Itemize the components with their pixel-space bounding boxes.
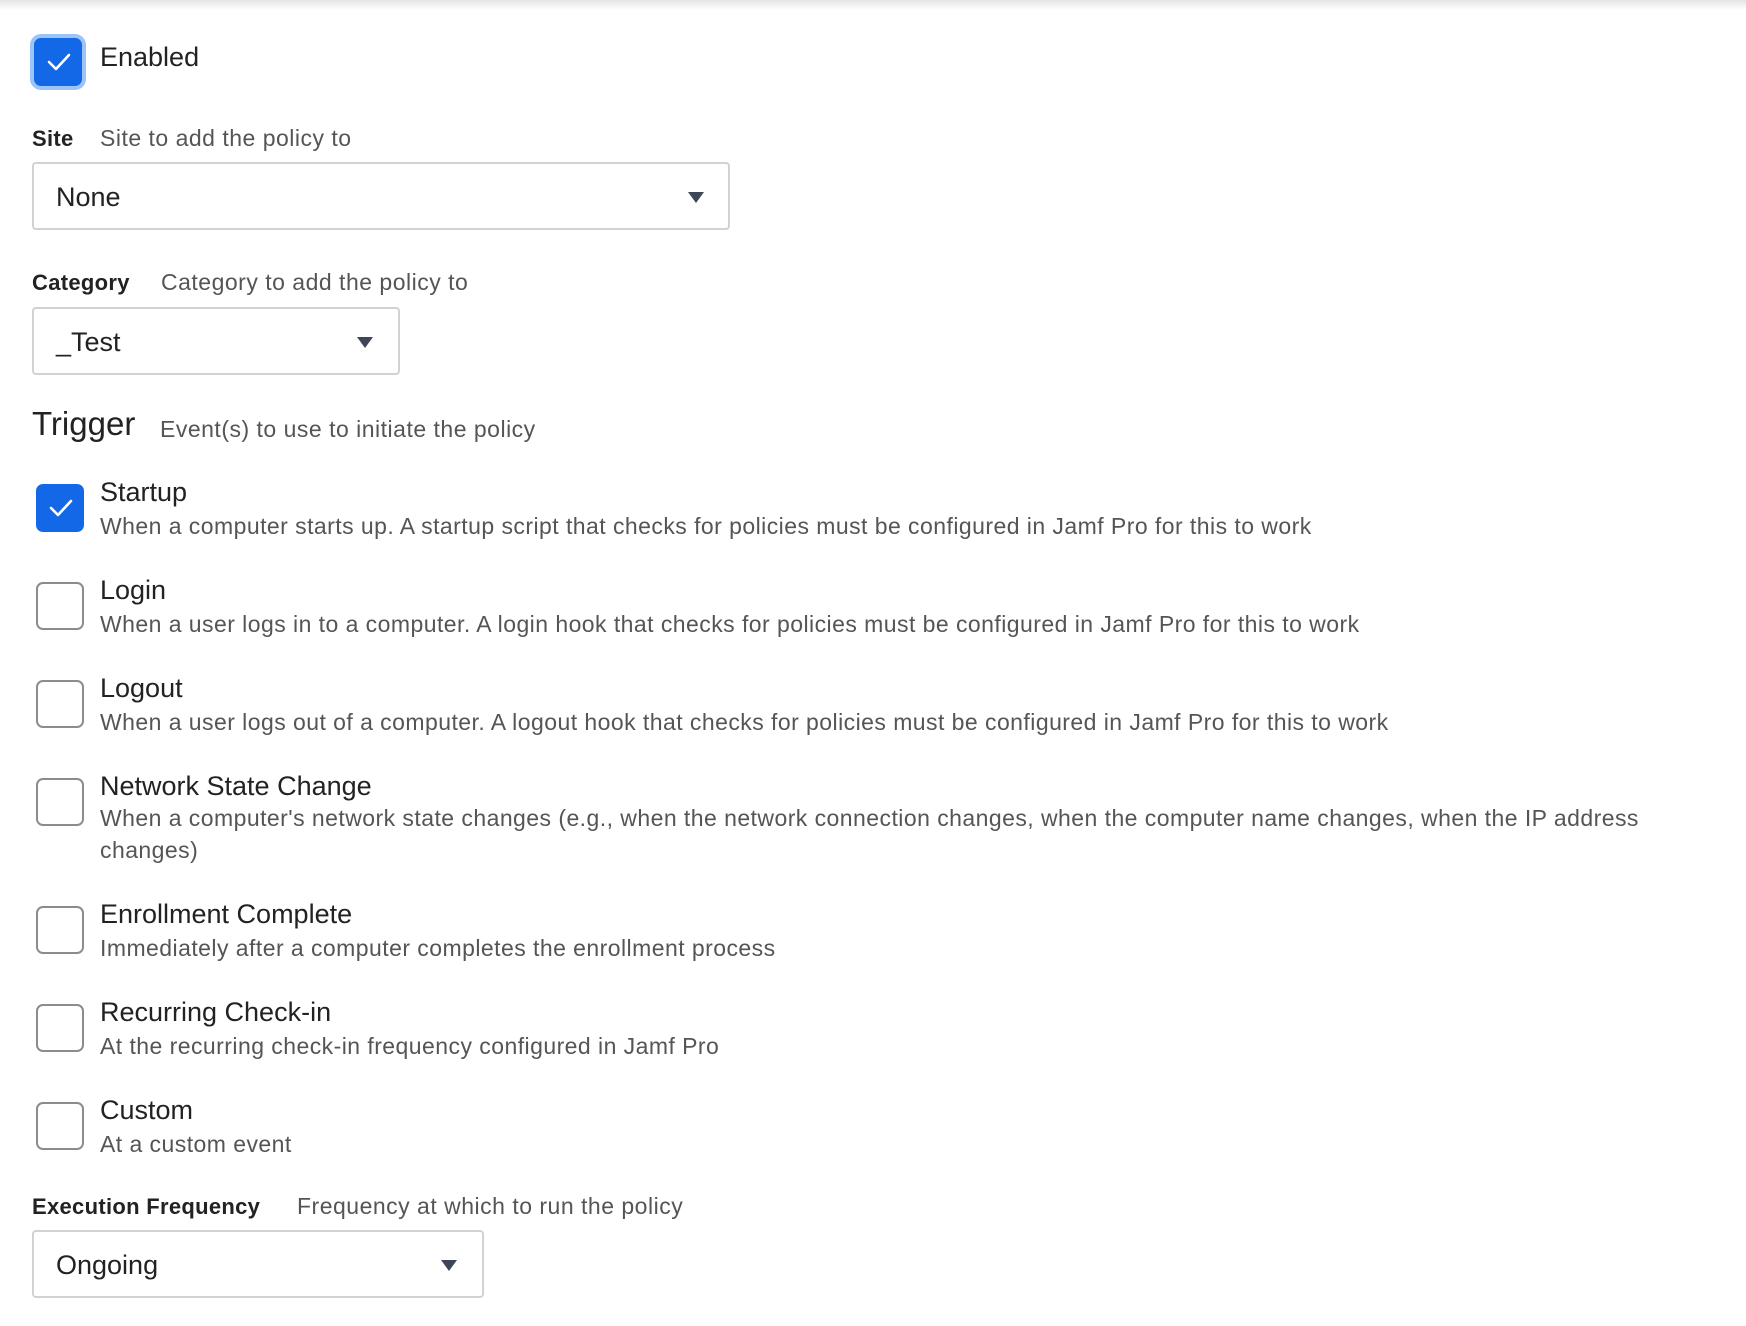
trigger-option-title: Network State Change (100, 771, 372, 801)
trigger-option-title: Recurring Check-in (100, 997, 332, 1027)
category-select[interactable] (32, 307, 400, 375)
trigger-custom-checkbox[interactable] (36, 1102, 84, 1150)
top-shadow (0, 0, 1746, 10)
trigger-option-desc: When a user logs in to a computer. A login hook that checks for policies must be configured in Jamf Pro for this to work (100, 611, 1360, 637)
trigger-option-title: Startup (100, 477, 188, 507)
trigger-option-title: Logout (100, 673, 183, 703)
chevron-down-icon (357, 337, 373, 348)
trigger-recurring-check-in-checkbox[interactable] (36, 1004, 84, 1052)
trigger-logout-checkbox[interactable] (36, 680, 84, 728)
trigger-option-title: Login (100, 575, 167, 605)
trigger-network-state-change-checkbox[interactable] (36, 778, 84, 826)
trigger-option-desc: When a computer's network state changes (e.g., when the network connection changes, when the computer name changes, when the IP address changes) (100, 805, 1639, 863)
checkmark-icon (48, 497, 74, 519)
site-hint: Site to add the policy to (100, 125, 352, 151)
enabled-label: Enabled (100, 42, 200, 72)
chevron-down-icon (441, 1260, 457, 1271)
trigger-option-desc: When a computer starts up. A startup script that checks for policies must be configured in Jamf Pro for this to work (100, 513, 1312, 539)
trigger-login-checkbox[interactable] (36, 582, 84, 630)
site-label: Site (32, 126, 74, 151)
trigger-title: Trigger (32, 405, 136, 442)
category-label: Category (32, 270, 130, 295)
site-select[interactable] (32, 162, 730, 230)
category-hint: Category to add the policy to (161, 269, 469, 295)
chevron-down-icon (688, 192, 704, 203)
execution-frequency-select[interactable] (32, 1230, 484, 1298)
execution-frequency-label: Execution Frequency (32, 1194, 261, 1219)
trigger-option-desc: When a user logs out of a computer. A logout hook that checks for policies must be configured in Jamf Pro for this to work (100, 709, 1389, 735)
trigger-option-title: Custom (100, 1095, 194, 1125)
trigger-option-desc: At the recurring check-in frequency configured in Jamf Pro (100, 1033, 720, 1059)
site-select-value: None (56, 182, 121, 212)
checkmark-icon (46, 51, 72, 73)
trigger-startup-checkbox[interactable] (36, 484, 84, 532)
execution-frequency-hint: Frequency at which to run the policy (297, 1193, 684, 1219)
trigger-option-title: Enrollment Complete (100, 899, 353, 929)
trigger-hint: Event(s) to use to initiate the policy (160, 416, 536, 442)
trigger-option-desc: At a custom event (100, 1131, 292, 1157)
enabled-checkbox[interactable] (34, 38, 82, 86)
execution-frequency-select-value: Ongoing (56, 1250, 159, 1280)
trigger-option-desc: Immediately after a computer completes the enrollment process (100, 935, 776, 961)
trigger-enrollment-complete-checkbox[interactable] (36, 906, 84, 954)
category-select-value: _Test (56, 327, 121, 357)
